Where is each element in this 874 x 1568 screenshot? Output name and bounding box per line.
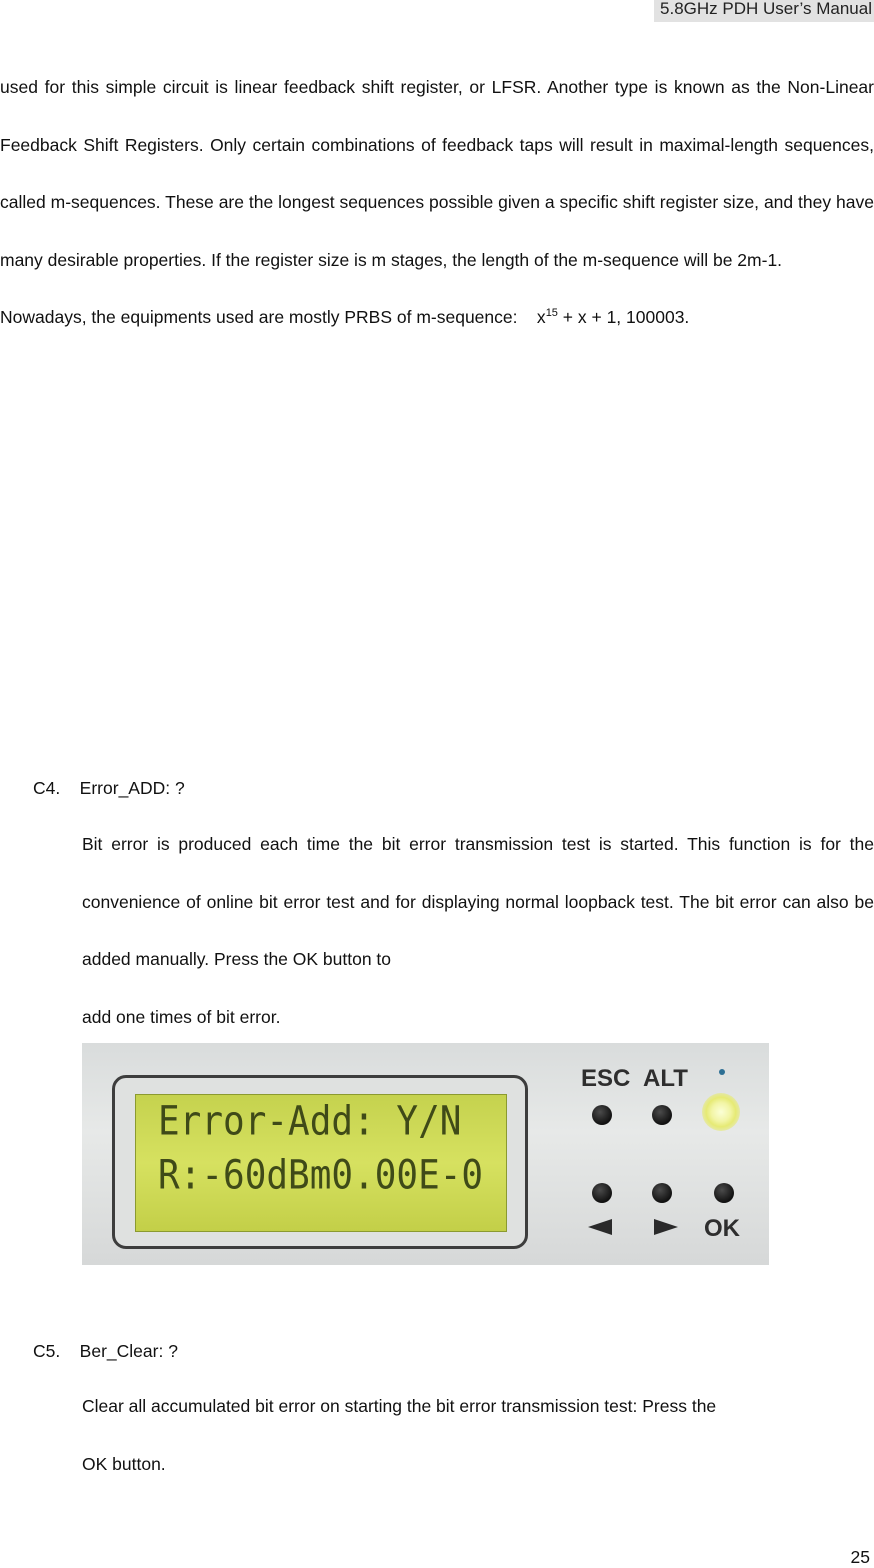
lcd-line-1: Error-Add: Y/N <box>158 1098 462 1145</box>
right-button[interactable] <box>652 1183 672 1203</box>
intro-text: used for this simple circuit is linear feedback shift register, or LFSR. Another type is known as the Non-Linear Feedback Shift Registers. Only certain combinations of feedback taps will result in maximal-length sequences, called m-sequences. These are the longest sequences possible given a specific shift register size, and they have many desirable properties. If the register size is m stages, the length of the m-sequence will be 2m-1. <box>0 77 874 270</box>
lcd-line-2: R:-60dBm0.00E-0 <box>158 1152 484 1199</box>
section-c5-body <box>82 1378 874 1493</box>
ok-label: OK <box>704 1215 740 1242</box>
esc-button[interactable] <box>592 1105 612 1125</box>
device-front-panel-photo <box>82 1043 769 1265</box>
ok-button[interactable] <box>714 1183 734 1203</box>
left-button[interactable] <box>592 1183 612 1203</box>
lcd-bezel <box>112 1075 528 1249</box>
right-arrow-icon <box>654 1219 678 1235</box>
alt-button[interactable] <box>652 1105 672 1125</box>
section-c5-text: Clear all accumulated bit error on starting the bit error transmission test: Press the <box>82 1396 717 1416</box>
section-c4-last-line: add one times of bit error. <box>82 1006 281 1027</box>
intro-last-suffix: + x + 1, 100003. <box>557 307 690 327</box>
intro-last-prefix: Nowadays, the equipments used are mostly PRBS of m-sequence: x <box>0 307 546 327</box>
indicator-mark-icon <box>719 1069 725 1075</box>
exponent: 15 <box>545 307 558 320</box>
section-c4-heading: C4. Error_ADD: ? <box>33 778 185 798</box>
esc-label: ESC <box>581 1065 631 1092</box>
intro-last-line <box>0 289 874 347</box>
section-c5-last-line: OK button. <box>82 1453 166 1474</box>
led-indicator <box>702 1093 740 1131</box>
section-c5-heading: C5. Ber_Clear: ? <box>33 1341 178 1361</box>
section-c4-text: Bit error is produced each time the bit error transmission test is started. This function is for the convenience of online bit error test and for displaying normal loopback test. The bit error can also be added manually. Press the OK button to <box>82 834 874 969</box>
intro-paragraph <box>0 59 874 347</box>
alt-label: ALT <box>643 1065 688 1092</box>
page-number: 25 <box>850 1547 870 1567</box>
left-arrow-icon <box>588 1219 612 1235</box>
lcd-display <box>135 1094 507 1232</box>
running-header: 5.8GHz PDH User’s Manual <box>654 0 874 22</box>
section-c4-body <box>82 816 874 1046</box>
